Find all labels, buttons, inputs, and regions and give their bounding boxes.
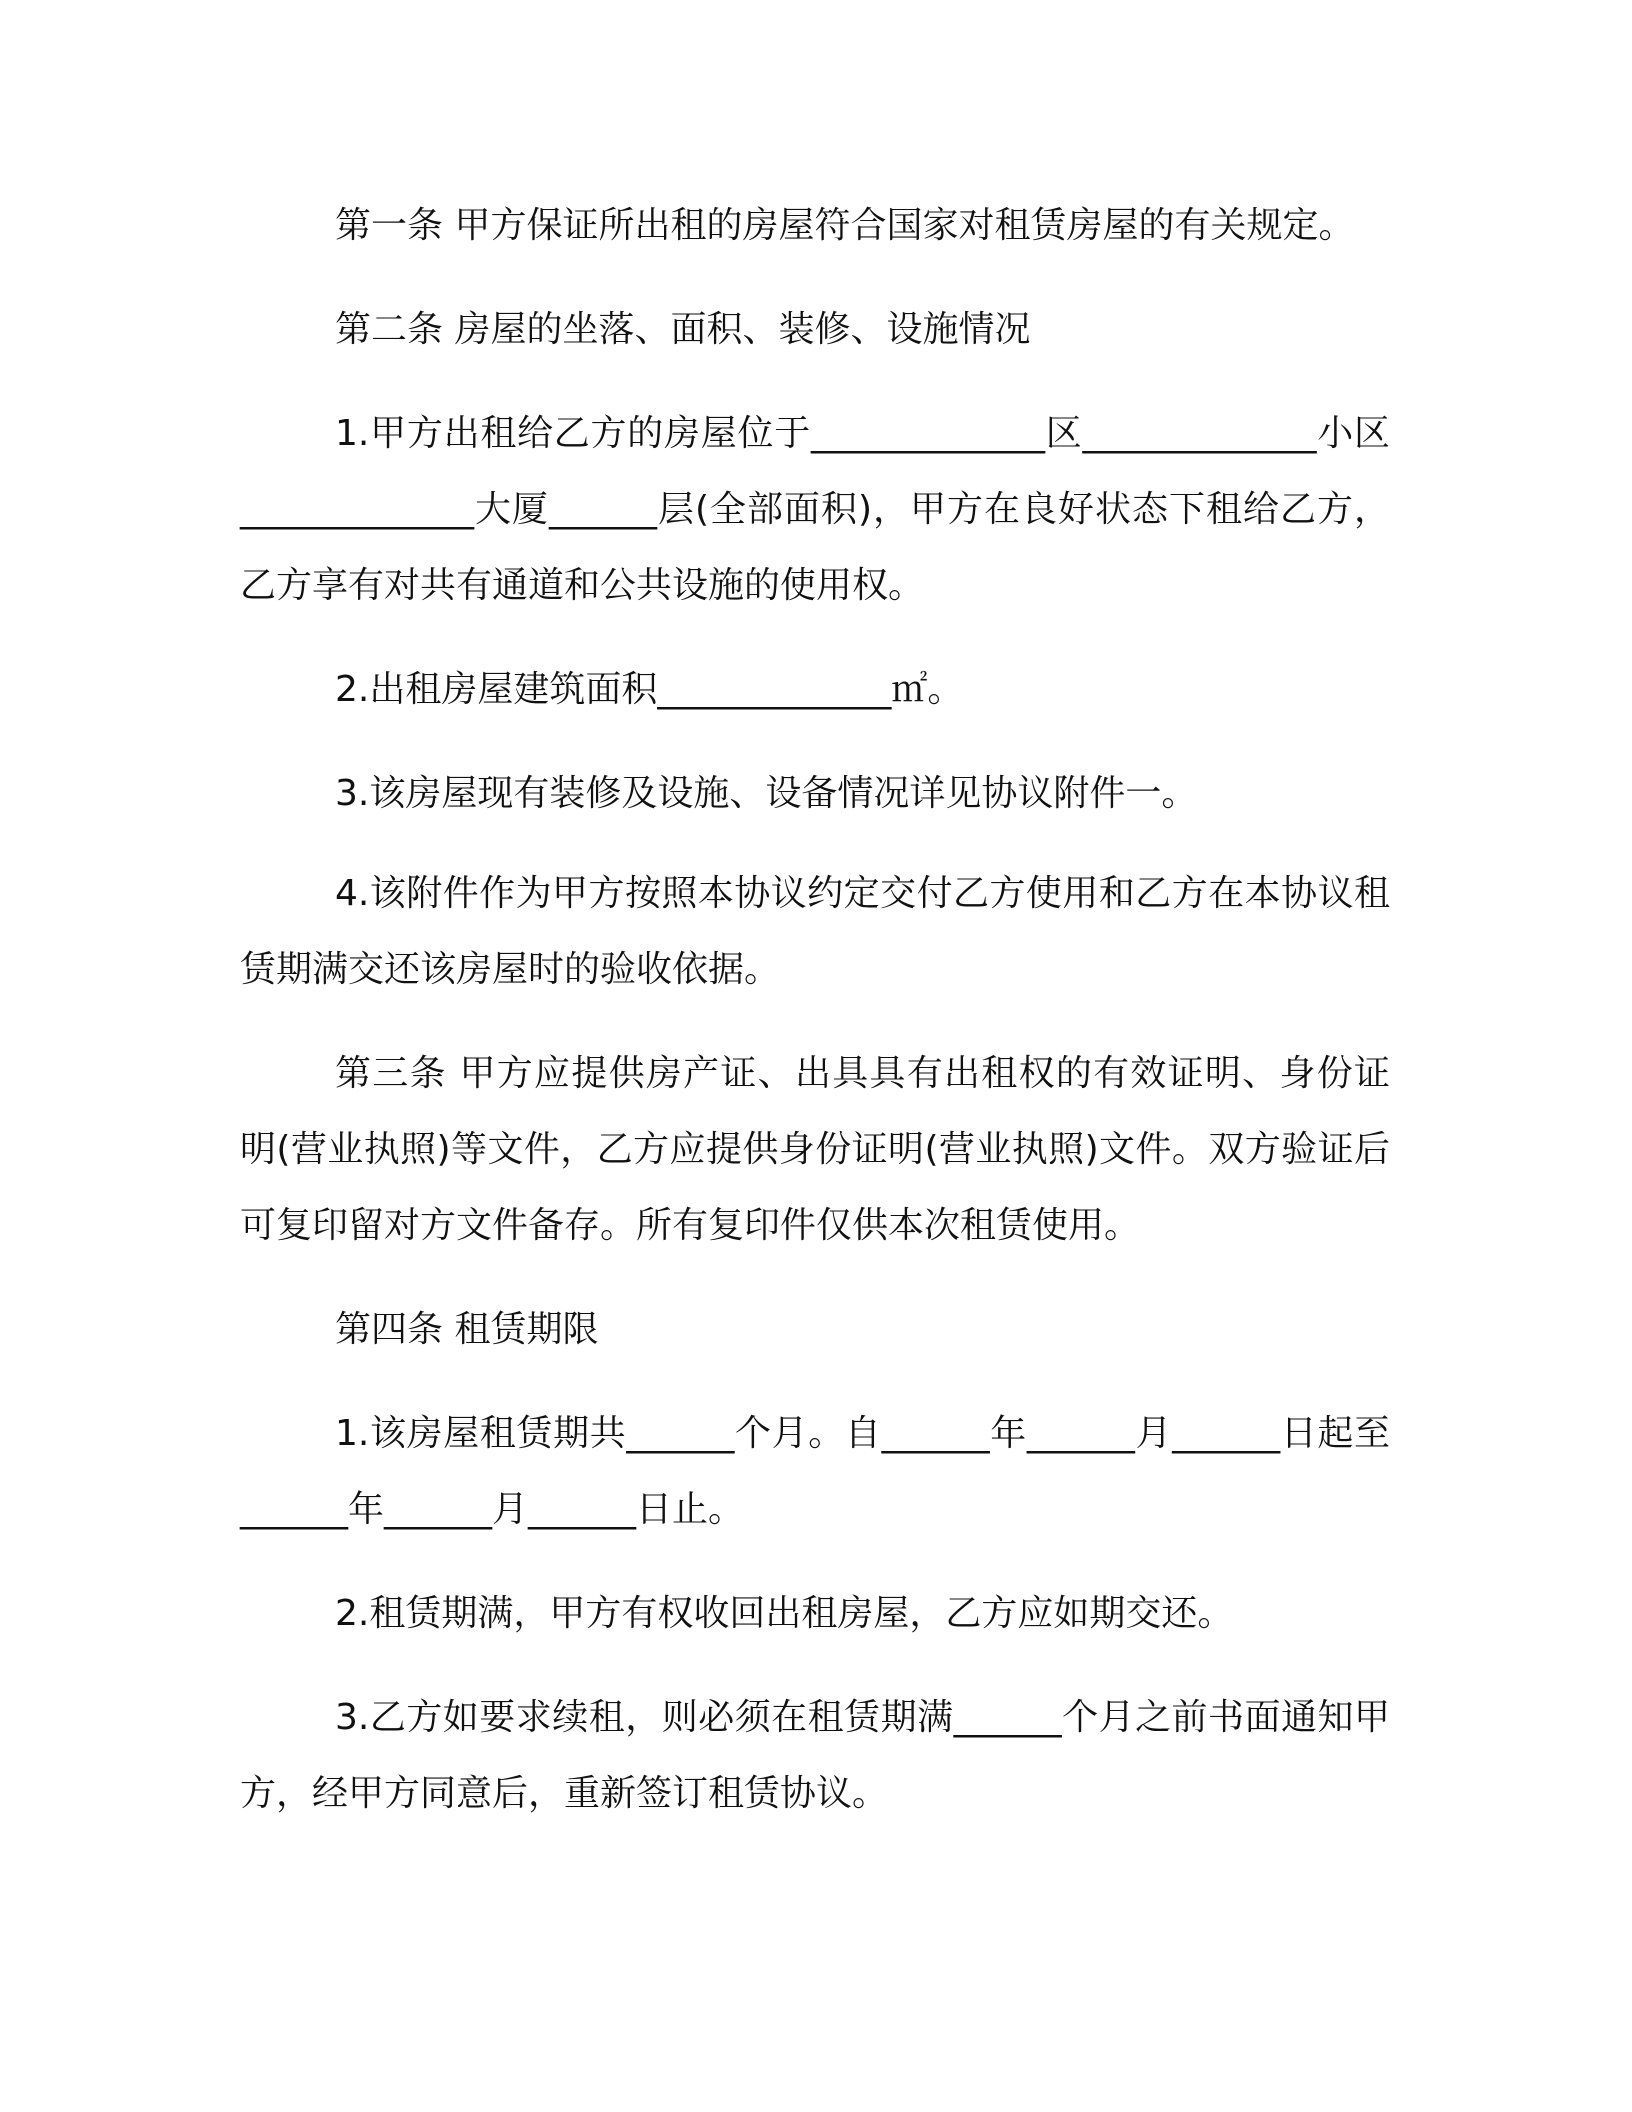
- document-page: [240, 188, 1390, 1860]
- article-2-clause-1: 1.甲方出租给乙方的房屋位于_____________区_____________小区_____________大厦______层(全部面积)，甲方在良好状态下租给乙方，乙方享有对共有通道和公共设施的使用权。: [240, 413, 1390, 606]
- article-2-clause-3: 3.该房屋现有装修及设施、设备情况详见协议附件一。: [335, 773, 1198, 814]
- article-4-clause-3: 3.乙方如要求续租，则必须在租赁期满______个月之前书面通知甲方，经甲方同意后，重新签订租赁协议。: [240, 1697, 1390, 1814]
- article-4-heading: 第四条 租赁期限: [335, 1309, 599, 1350]
- article-2-clause-2: 2.出租房屋建筑面积_____________㎡。: [335, 669, 964, 710]
- article-3-paragraph: 第三条 甲方应提供房产证、出具具有出租权的有效证明、身份证明(营业执照)等文件，乙方应提供身份证明(营业执照)文件。双方验证后可复印留对方文件备存。所有复印件仅供本次租赁使用。: [240, 1053, 1390, 1246]
- article-2-heading: 第二条 房屋的坐落、面积、装修、设施情况: [335, 309, 1031, 350]
- article-1-paragraph: 第一条 甲方保证所出租的房屋符合国家对租赁房屋的有关规定。: [335, 205, 1355, 246]
- article-4-clause-2: 2.租赁期满，甲方有权收回出租房屋，乙方应如期交还。: [335, 1593, 1234, 1634]
- article-2-clause-4: 4.该附件作为甲方按照本协议约定交付乙方使用和乙方在本协议租赁期满交还该房屋时的验收依据。: [240, 873, 1390, 990]
- article-4-clause-1: 1.该房屋租赁期共______个月。自______年______月______日起至______年______月______日止。: [240, 1413, 1390, 1530]
